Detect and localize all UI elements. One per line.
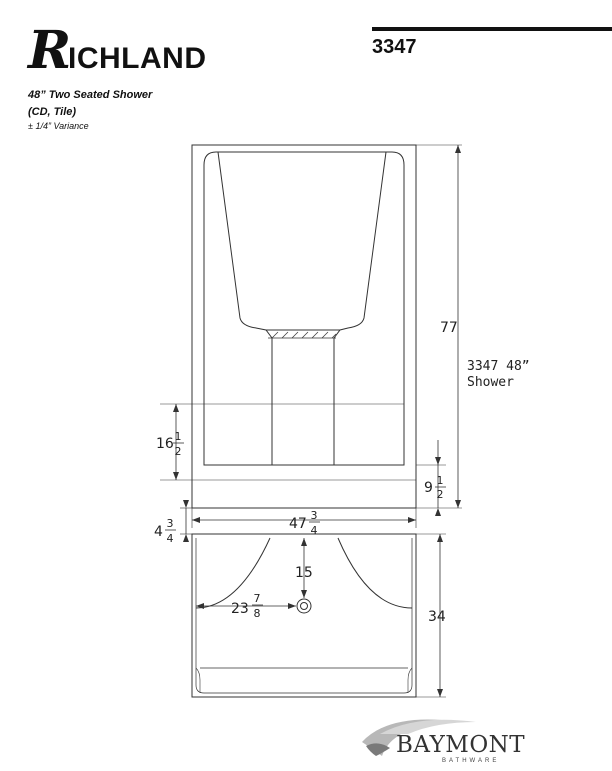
drain-side-num: 7	[253, 592, 261, 605]
threshold-whole: 9	[424, 480, 433, 496]
seat-height-num: 1	[174, 430, 182, 443]
seat-height-den: 2	[174, 445, 182, 458]
model-number: 3347	[372, 36, 417, 58]
plan-right-seat-arc	[338, 538, 412, 608]
bathware-subtext: BATHWARE	[442, 758, 500, 764]
dimension-arrowheads	[173, 145, 461, 697]
drain-side-den: 8	[253, 607, 261, 620]
drain-side-whole: 23	[231, 601, 249, 617]
threshold-num: 1	[436, 474, 444, 487]
left-seat-profile	[218, 152, 272, 465]
product-title: 48” Two Seated Shower	[28, 89, 153, 101]
drain-front-text: 15	[295, 565, 313, 581]
threshold-den: 2	[436, 488, 444, 501]
width-num: 3	[310, 509, 318, 522]
baymont-wordmark: BAYMONT	[396, 732, 526, 758]
height-dim-text: 77	[440, 320, 458, 336]
front-inner-outline	[204, 152, 404, 465]
shower-label-line1: 3347 48”	[467, 359, 530, 374]
width-whole: 47	[289, 516, 307, 532]
product-subtitle: (CD, Tile)	[28, 106, 77, 118]
variance-note: ± 1/4” Variance	[28, 121, 89, 131]
depth-dim-text: 34	[428, 609, 446, 625]
baymont-logo	[356, 712, 556, 770]
right-seat-profile	[334, 152, 386, 465]
width-den: 4	[310, 524, 318, 537]
logo-wordmark: ICHLAND	[68, 42, 207, 75]
drain-inner	[301, 603, 308, 610]
drain-outer	[297, 599, 311, 613]
logo-initial: R	[28, 20, 72, 81]
seat-height-whole: 16	[156, 436, 174, 452]
front-outer-outline	[192, 145, 416, 508]
flange-den: 4	[166, 532, 174, 545]
seat-hatch	[268, 332, 336, 338]
shower-label-line2: Shower	[467, 375, 514, 390]
flange-whole: 4	[154, 524, 163, 540]
flange-num: 3	[166, 517, 174, 530]
